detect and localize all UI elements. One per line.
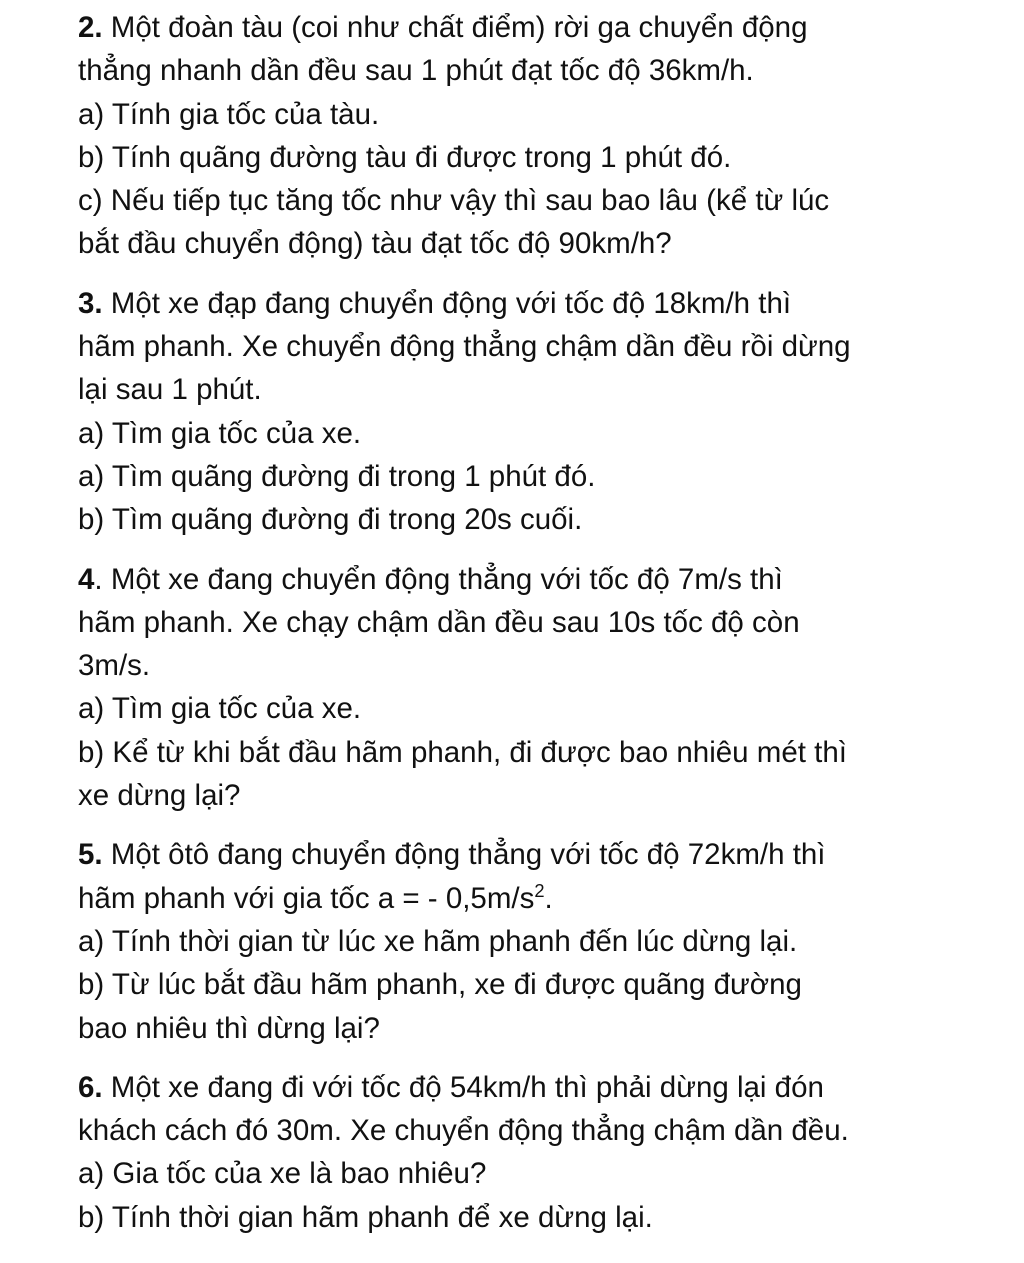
problem-text: lại sau 1 phút. [78, 373, 262, 407]
problem-5 [78, 833, 1008, 1049]
exponent: 2 [534, 879, 545, 901]
problem-text: Một đoàn tàu (coi như chất điểm) rời ga chuyển động [102, 11, 808, 44]
problem-number: 6. [78, 1070, 103, 1104]
problem-4-line-1 [78, 558, 1008, 601]
question-part: a) Gia tốc của xe là bao nhiêu? [78, 1157, 487, 1191]
problem-6-line-1 [78, 1066, 1008, 1109]
problem-text: thẳng nhanh dần đều sau 1 phút đạt tốc độ 36km/h. [78, 54, 754, 88]
acceleration-line [78, 877, 1008, 920]
acceleration-suffix: . [544, 881, 553, 915]
problem-text: Một xe đang đi với tốc độ 54km/h thì phải dừng lại đón [102, 1070, 824, 1104]
problem-5-line-1 [78, 833, 1008, 876]
problem-number: 4 [78, 562, 95, 596]
question-part: b) Kể từ khi bắt đầu hãm phanh, đi được bao nhiêu mét thì [78, 735, 847, 769]
question-part: xe dừng lại? [78, 779, 241, 813]
question-part: a) Tính thời gian từ lúc xe hãm phanh đến lúc dừng lại. [78, 924, 798, 958]
problem-2 [78, 6, 1008, 266]
acceleration-text: hãm phanh với gia tốc a = - 0,5m/s [78, 881, 535, 915]
problem-2-line-1 [78, 6, 1008, 49]
problem-3 [78, 282, 1008, 542]
problem-text: Một ôtô đang chuyển động thẳng với tốc độ 72km/h thì [102, 838, 826, 872]
problem-3-line-1 [78, 282, 1008, 325]
question-part: b) Tính thời gian hãm phanh để xe dừng lại. [78, 1200, 653, 1234]
problem-text: . Một xe đang chuyển động thẳng với tốc độ 7m/s thì [94, 562, 783, 596]
question-part: bao nhiêu thì dừng lại? [78, 1011, 380, 1045]
question-part: a) Tìm gia tốc của xe. [78, 692, 362, 726]
problem-4 [78, 558, 1008, 818]
question-part: a) Tính gia tốc của tàu. [78, 97, 380, 131]
question-part: b) Từ lúc bắt đầu hãm phanh, xe đi được quãng đường [78, 968, 802, 1002]
question-part: b) Tìm quãng đường đi trong 20s cuối. [78, 503, 583, 537]
problem-number: 5. [78, 838, 103, 872]
problem-text: 3m/s. [78, 649, 151, 683]
problem-text: hãm phanh. Xe chạy chậm dần đều sau 10s tốc độ còn [78, 605, 800, 639]
problem-text: hãm phanh. Xe chuyển động thẳng chậm dần đều rồi dừng [78, 330, 851, 364]
question-part: b) Tính quãng đường tàu đi được trong 1 phút đó. [78, 140, 732, 174]
question-part: a) Tìm quãng đường đi trong 1 phút đó. [78, 459, 596, 493]
worksheet-page [78, 0, 1008, 1255]
problem-number: 3. [78, 286, 103, 320]
question-part: c) Nếu tiếp tục tăng tốc như vậy thì sau bao lâu (kể từ lúc [78, 184, 830, 218]
problem-text: Một xe đạp đang chuyển động với tốc độ 18km/h thì [102, 286, 792, 320]
question-part: a) Tìm gia tốc của xe. [78, 416, 362, 450]
problem-text: khách cách đó 30m. Xe chuyển động thẳng chậm dần đều. [78, 1114, 849, 1148]
problem-6 [78, 1066, 1008, 1239]
problem-number: 2. [78, 11, 103, 44]
question-part: bắt đầu chuyển động) tàu đạt tốc độ 90km/h? [78, 227, 672, 261]
